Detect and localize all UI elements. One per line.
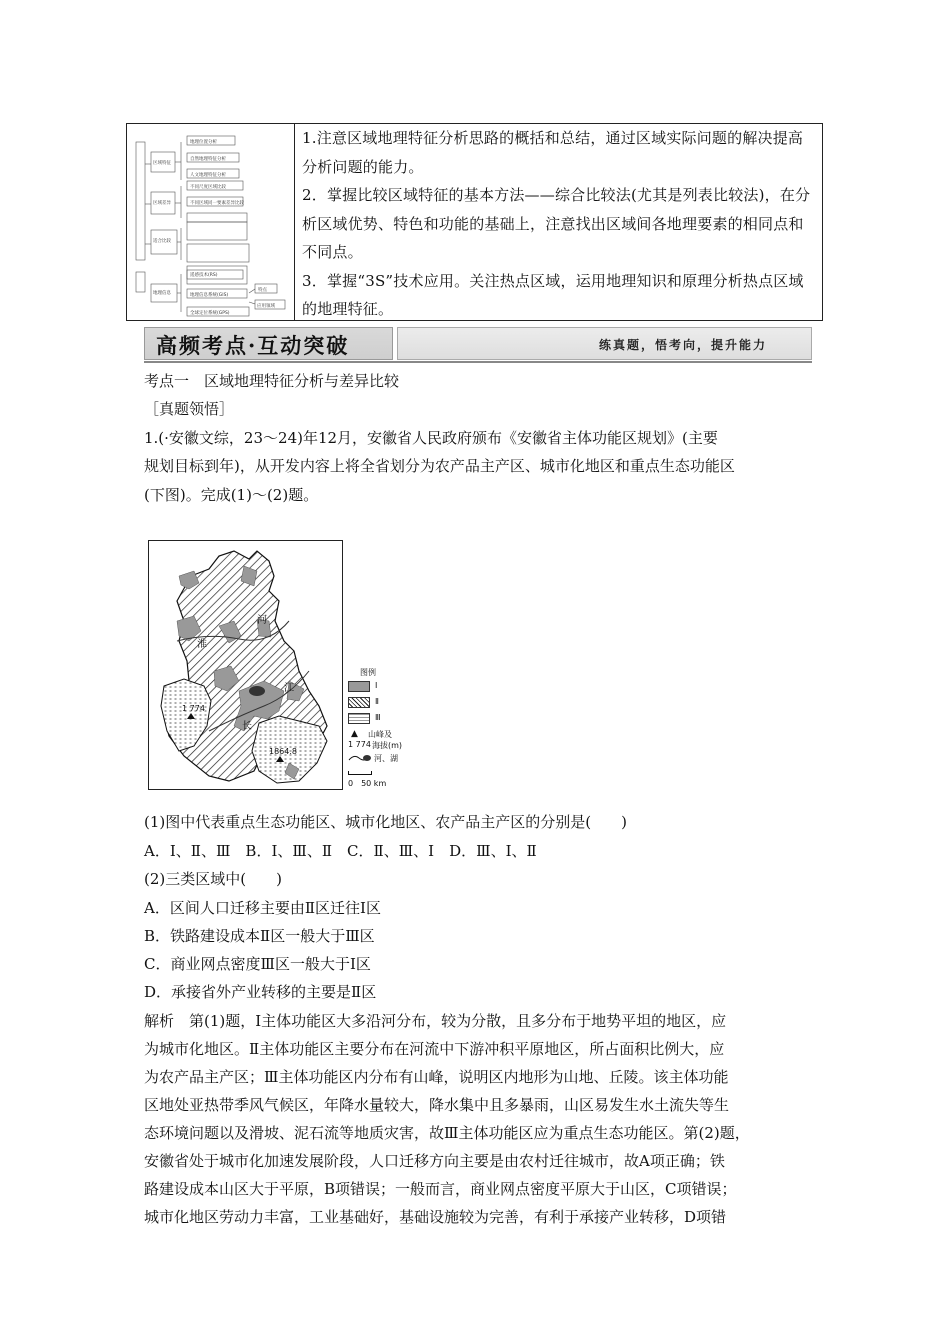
label-he: 河 — [257, 615, 267, 626]
legend-peak-value: 1 774 — [348, 740, 371, 749]
svg-text:特点: 特点 — [258, 288, 267, 293]
legend-label-ii: Ⅱ — [375, 697, 379, 706]
label-jiang: 江 — [284, 683, 294, 694]
legend-label-iii: Ⅲ — [375, 713, 381, 722]
legend-title: 图例 — [360, 668, 376, 677]
analysis-line-3: 为农产品主产区；Ⅲ主体功能区内分布有山峰，说明区内地形为山地、丘陵。该主体功能 — [144, 1068, 729, 1086]
map-legend — [348, 667, 410, 795]
analysis-line-7: 路建设成本山区大于平原，B项错误；一般而言，商业网点密度平原大于山区，C项错误； — [144, 1180, 737, 1198]
svg-text:地理信息系统(GIS): 地理信息系统(GIS) — [190, 293, 229, 298]
summary-table — [126, 123, 823, 321]
table-divider — [294, 124, 295, 320]
svg-text:全球定位系统(GPS): 全球定位系统(GPS) — [190, 311, 230, 316]
section-banner — [144, 327, 812, 360]
analysis-line-2: 为城市化地区。Ⅱ主体功能区主要分布在河流中下游冲积平原地区，所占面积比例大，应 — [144, 1040, 725, 1058]
svg-text:区域特征: 区域特征 — [153, 161, 171, 166]
svg-text:遥感技术(RS): 遥感技术(RS) — [190, 273, 218, 278]
banner-title: 高频考点·互动突破 — [156, 333, 350, 358]
legend-scale-bar — [348, 771, 372, 775]
question-2-option-c: C．商业网点密度Ⅲ区一般大于Ⅰ区 — [144, 955, 371, 973]
note-3: 3．掌握“3S”技术应用。关注热点区域，运用地理知识和原理分析热点区域的地理特征。 — [302, 271, 804, 318]
peak-2-value: 1864.8 — [269, 747, 297, 756]
label-huai: 淮 — [197, 639, 207, 650]
peak-1-value: 1 774 — [182, 704, 205, 713]
analysis-line-1: 解析 第(1)题，Ⅰ主体功能区大多沿河分布，较为分散，且多分布于地势平坦的地区，应 — [144, 1012, 727, 1030]
legend-swatch-iii — [348, 713, 370, 724]
chaohu-lake — [249, 686, 265, 696]
label-chang: 长 — [242, 721, 252, 732]
map-svg — [149, 541, 342, 789]
question-2: (2)三类区域中( ) — [144, 870, 282, 888]
legend-scale-label: 0 50 km — [348, 779, 387, 788]
svg-text:不同区域同一要素差异比较: 不同区域同一要素差异比较 — [190, 201, 244, 206]
svg-text:地理信息: 地理信息 — [153, 291, 171, 296]
question-2-option-a: A．区间人口迁移主要由Ⅱ区迁往Ⅰ区 — [144, 899, 381, 917]
svg-text:人文地理特征分析: 人文地理特征分析 — [190, 173, 226, 178]
banner-subtitle-box — [397, 327, 812, 360]
mindmap-diagram — [127, 124, 294, 320]
svg-text:适合比较: 适合比较 — [153, 239, 171, 244]
svg-text:不同尺度区域比较: 不同尺度区域比较 — [190, 185, 226, 190]
banner-subtitle: 练真题，悟考向，提升能力 — [598, 338, 767, 352]
question-stem-line-2: 规划目标到年)，从开发内容上将全省划分为农产品主产区、城市化地区和重点生态功能区 — [144, 457, 735, 475]
svg-text:自然地理特征分析: 自然地理特征分析 — [190, 157, 226, 162]
question-2-option-b: B．铁路建设成本Ⅱ区一般大于Ⅲ区 — [144, 927, 375, 945]
knowledge-mindmap — [127, 124, 294, 320]
question-2-option-d: D．承接省外产业转移的主要是Ⅱ区 — [144, 983, 377, 1001]
legend-river-label: 河、湖 — [374, 754, 398, 763]
analysis-line-6: 安徽省处于城市化加速发展阶段，人口迁移方向主要是由农村迁往城市，故A项正确；铁 — [144, 1152, 725, 1170]
banner-underline — [144, 361, 812, 363]
legend-peak-label-2: 海拔(m) — [372, 741, 403, 750]
svg-text:应用领域: 应用领域 — [257, 304, 275, 309]
legend-river-icon — [348, 753, 372, 763]
study-notes — [302, 124, 817, 324]
section-subheading: ［真题领悟］ — [144, 400, 235, 418]
banner-title-box — [144, 327, 393, 360]
question-stem-line-3: (下图)。完成(1)～(2)题。 — [144, 486, 319, 504]
analysis-line-4: 区地处亚热带季风气候区，年降水量较大，降水集中且多暴雨，山区易发生水土流失等生 — [144, 1096, 730, 1114]
legend-peak-icon: ▲ — [351, 729, 358, 739]
legend-peak-label: 山峰及 — [368, 730, 392, 739]
note-2: 2．掌握比较区域特征的基本方法——综合比较法(尤其是列表比较法)，在分析区域优势、特色和功能的基础上，注意找出区域间各地理要素的相同点和不同点。 — [302, 186, 811, 261]
section-heading: 考点一 区域地理特征分析与差异比较 — [144, 372, 400, 390]
question-1: (1)图中代表重点生态功能区、城市化地区、农产品主产区的分别是( ) — [144, 813, 627, 831]
legend-swatch-ii — [348, 697, 370, 708]
analysis-line-8: 城市化地区劳动力丰富，工业基础好，基础设施较为完善，有利于承接产业转移，D项错 — [144, 1208, 727, 1226]
legend-label-i: Ⅰ — [375, 681, 378, 690]
legend-swatch-i — [348, 681, 370, 692]
svg-text:地理位置分析: 地理位置分析 — [190, 140, 217, 145]
question-1-options: A．Ⅰ、Ⅱ、Ⅲ B．Ⅰ、Ⅲ、Ⅱ C．Ⅱ、Ⅲ、Ⅰ D．Ⅲ、Ⅰ、Ⅱ — [144, 842, 537, 860]
analysis-line-5: 态环境问题以及滑坡、泥石流等地质灾害，故Ⅲ主体功能区应为重点生态功能区。第(2)题， — [144, 1124, 750, 1142]
svg-text:区域差异: 区域差异 — [153, 201, 171, 206]
question-stem-line-1: 1.(·安徽文综，23～24)年12月，安徽省人民政府颁布《安徽省主体功能区规划》(主要 — [144, 429, 718, 447]
note-1: 1.注意区域地理特征分析思路的概括和总结，通过区域实际问题的解决提高分析问题的能力。 — [302, 129, 804, 176]
anhui-map — [148, 540, 343, 790]
